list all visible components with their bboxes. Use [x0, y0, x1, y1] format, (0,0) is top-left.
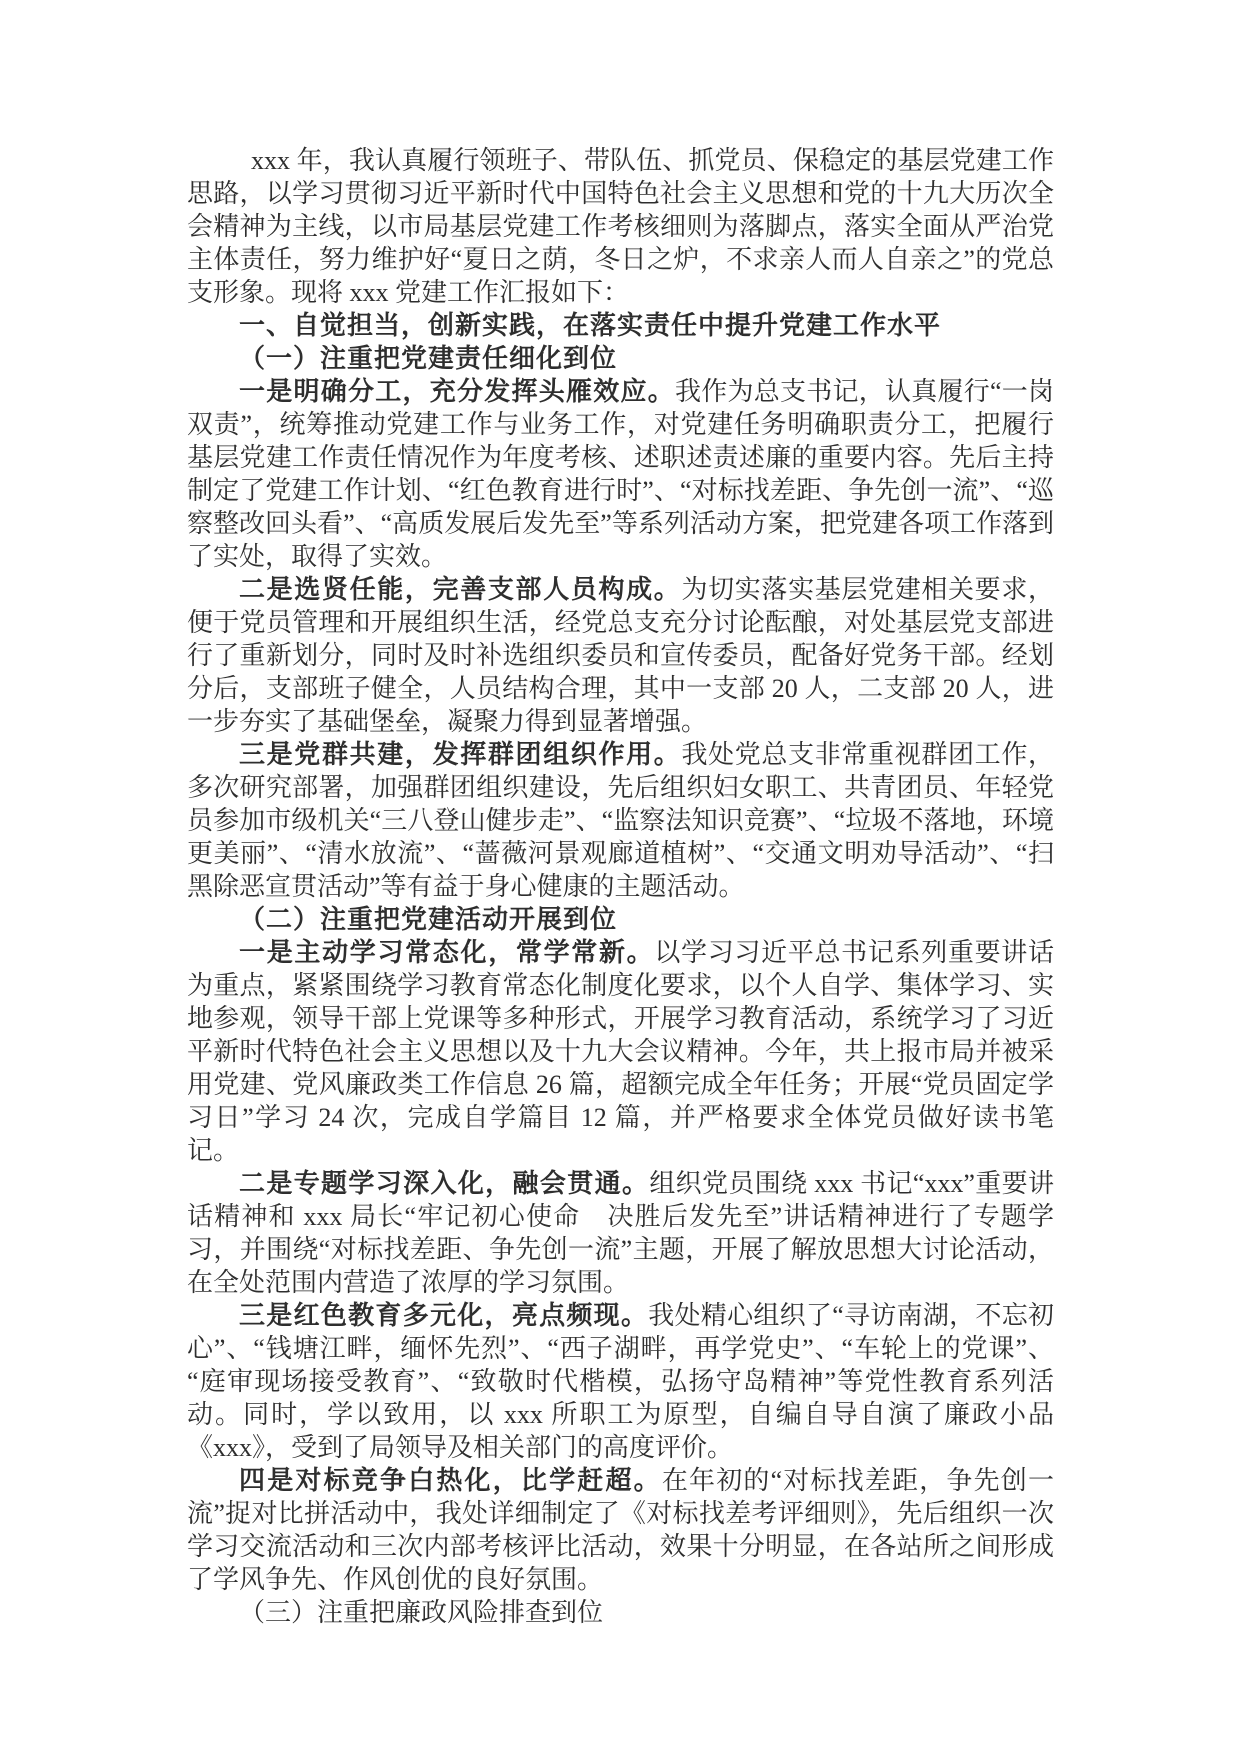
paragraph-point-5-lead: 二是专题学习深入化，融会贯通。	[239, 1168, 650, 1198]
document-body	[187, 144, 1054, 1629]
paragraph-point-7	[187, 1464, 1054, 1596]
subsection-heading-1-1: （一）注重把党建责任细化到位	[239, 343, 618, 373]
paragraph-point-4	[187, 936, 1054, 1167]
paragraph-point-3-text: 我处党总支非常重视群团工作，多次研究部署，加强群团组织建设，先后组织妇女职工、共青团员、年轻党员参加市级机关“三八登山健步走”、“监察法知识竞赛”、“垃圾不落地，环境更美丽”、“清水放流”、“蔷薇河景观廊道植树”、“交通文明劝导活动”、“扫黑除恶宣贯活动”等有益于身心健康的主题活动。	[187, 740, 1054, 901]
paragraph-point-5	[187, 1167, 1054, 1299]
paragraph-point-1-text: 我作为总支书记，认真履行“一岗双责”，统筹推动党建工作与业务工作，对党建任务明确职责分工，把履行基层党建工作责任情况作为年度考核、述职述责述廉的重要内容。先后主持制定了党建工作计划、“红色教育进行时”、“对标找差距、争先创一流”、“巡察整改回头看”、“高质发展后发先至”等系列活动方案，把党建各项工作落到了实处，取得了实效。	[187, 377, 1054, 571]
paragraph-point-6	[187, 1299, 1054, 1464]
paragraph-point-2	[187, 573, 1054, 738]
paragraph-point-6-lead: 三是红色教育多元化，亮点频现。	[239, 1300, 649, 1330]
paragraph-point-2-text: 为切实落实基层党建相关要求，便于党员管理和开展组织生活，经党总支充分讨论酝酿，对处基层党支部进行了重新划分，同时及时补选组织委员和宣传委员，配备好党务干部。经划分后，支部班子健全，人员结构合理，其中一支部 20 人，二支部 20 人，进一步夯实了基础堡垒，凝聚力得到显著增强。	[187, 575, 1054, 736]
paragraph-point-4-text: 以学习习近平总书记系列重要讲话为重点，紧紧围绕学习教育常态化制度化要求，以个人自学、集体学习、实地参观，领导干部上党课等多种形式，开展学习教育活动，系统学习了习近平新时代特色社会主义思想以及十九大会议精神。今年，共上报市局并被采用党建、党风廉政类工作信息 26 篇，超额完成全年任务；开展“党员固定学习日”学习 24 次，完成自学篇目 12 篇，并严格要求全体党员做好读书笔记。	[187, 938, 1054, 1165]
paragraph-point-3-lead: 三是党群共建，发挥群团组织作用。	[239, 739, 682, 769]
subsection-heading-1-3: （三）注重把廉政风险排查到位	[239, 1598, 604, 1627]
paragraph-point-7-lead: 四是对标竞争白热化，比学赶超。	[239, 1465, 662, 1495]
subsection-heading-1-2: （二）注重把党建活动开展到位	[239, 904, 618, 934]
paragraph-point-1	[187, 375, 1054, 573]
paragraph-point-2-lead: 二是选贤任能，完善支部人员构成。	[239, 574, 682, 604]
paragraph-point-6-text: 我处精心组织了“寻访南湖，不忘初心”、“钱塘江畔，缅怀先烈”、“西子湖畔，再学党史”、“车轮上的党课”、“庭审现场接受教育”、“致敬时代楷模，弘扬守岛精神”等党性教育系列活动。同时，学以致用，以 xxx 所职工为原型，自编自导自演了廉政小品《xxx》，受到了局领导及相关部门的高度评价。	[187, 1301, 1054, 1462]
paragraph-point-1-lead: 一是明确分工，充分发挥头雁效应。	[239, 376, 675, 406]
opening-paragraph: xxx 年，我认真履行领班子、带队伍、抓党员、保稳定的基层党建工作思路，以学习贯彻习近平新时代中国特色社会主义思想和党的十九大历次全会精神为主线，以市局基层党建工作考核细则为落脚点，落实全面从严治党主体责任，努力维护好“夏日之荫，冬日之炉，不求亲人而人自亲之”的党总支形象。现将 xxx 党建工作汇报如下：	[187, 146, 1054, 307]
paragraph-point-5-text: 组织党员围绕 xxx 书记“xxx”重要讲话精神和 xxx 局长“牢记初心使命 决胜后发先至”讲话精神进行了专题学习，并围绕“对标找差距、争先创一流”主题，开展了解放思想大讨论活动，在全处范围内营造了浓厚的学习氛围。	[187, 1169, 1054, 1297]
paragraph-point-7-text: 在年初的“对标找差距，争先创一流”捉对比拼活动中，我处详细制定了《对标找差考评细则》，先后组织一次学习交流活动和三次内部考核评比活动，效果十分明显，在各站所之间形成了学风争先、作风创优的良好氛围。	[187, 1466, 1054, 1594]
section-heading-1: 一、自觉担当，创新实践，在落实责任中提升党建工作水平	[239, 310, 942, 340]
paragraph-point-3	[187, 738, 1054, 903]
paragraph-point-4-lead: 一是主动学习常态化，常学常新。	[239, 937, 655, 967]
